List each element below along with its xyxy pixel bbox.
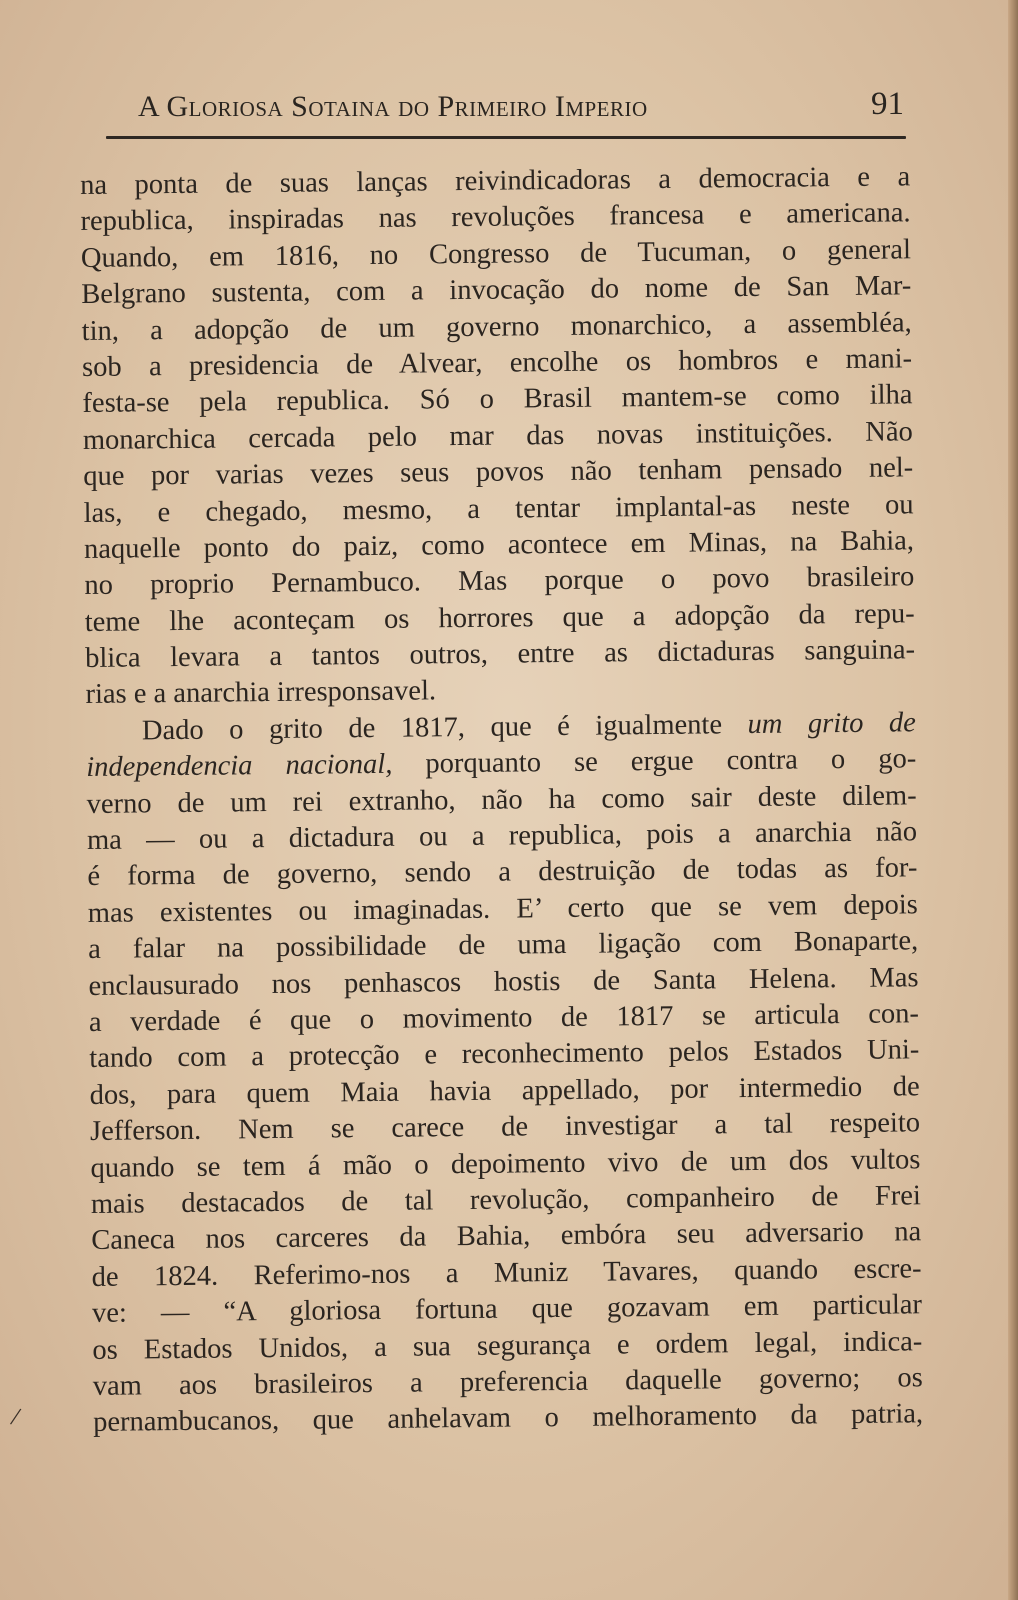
text-line: tin, a adopção de um governo monarchico, a assembléa, (81, 306, 912, 347)
page-edge (1008, 0, 1018, 1600)
text-line: monarchica cercada pelo mar das novas instituições. Não (82, 416, 913, 456)
text-line: Caneca nos carceres da Bahia, embóra seu adversario na (91, 1216, 922, 1257)
text-line: a falar na possibilidade de uma ligação com Bonaparte, (88, 925, 919, 966)
text-line: ma — ou a dictadura ou a republica, pois a anarchia não (86, 816, 918, 856)
text-line: no proprio Pernambuco. Mas porque o povo brasileiro (84, 561, 915, 602)
text-line: rias e a anarchia irresponsavel. (85, 675, 437, 711)
text-line: ve: — “A gloriosa fortuna que gozavam em particular (91, 1289, 923, 1330)
text-line: dos, para quem Maia havia appellado, por intermedio de (89, 1071, 920, 1111)
body-text (80, 159, 923, 1441)
text-line: Jefferson. Nem se carece de investigar a tal respeito (89, 1107, 921, 1148)
text-line: Quando, em 1816, no Congresso de Tucuman, o general (80, 234, 912, 274)
text-line: tando com a protecção e reconhecimento pelos Estados Uni- (89, 1034, 920, 1075)
text-line: naquelle ponto do paiz, como acontece em Minas, na Bahia, (83, 525, 915, 565)
text-line: pernambucanos, que anhelavam o melhoramento da patria, (92, 1398, 924, 1439)
text-line: Belgrano sustenta, com a invocação do nome de San Mar- (81, 270, 912, 311)
italic-phrase: um grito de (747, 707, 917, 740)
text-line: é forma de governo, sendo a destruição de todas as for- (87, 852, 918, 893)
text-line: blica levara a tantos outros, entre as dictaduras sanguina- (84, 634, 916, 675)
text-line: vam aos brasileiros a preferencia daquelle governo; os (92, 1362, 923, 1402)
text-line: a verdade é que o movimento de 1817 se articula con- (88, 998, 920, 1038)
text-line: na ponta de suas lanças reivindicadoras a democracia e a (80, 161, 911, 201)
text-run: Dado o grito de 1817, que é igualmente (141, 708, 748, 747)
pencil-margin-mark: / (8, 1401, 23, 1432)
text-run: porquanto se ergue contra o go- (392, 743, 917, 781)
text-line: quando se tem á mão o depoimento vivo de um dos vultos (90, 1143, 921, 1184)
text-line: mas existentes ou imaginadas. E’ certo que se vem depois (87, 889, 918, 929)
text-line: enclausurado nos penhascos hostis de Santa Helena. Mas (88, 961, 919, 1002)
text-line: verno de um rei extranho, não ha como sair deste dilem- (86, 779, 917, 820)
text-line: teme lhe aconteçam os horrores que a adopção da repu- (84, 597, 915, 638)
text-line: de 1824. Referimo-nos a Muniz Tavares, quando escre- (91, 1252, 922, 1293)
running-title: A Gloriosa Sotaina do Primeiro Imperio (138, 90, 648, 123)
text-line: republica, inspiradas nas revoluções francesa e americana. (80, 197, 911, 238)
text-line: os Estados Unidos, a sua segurança e ordem legal, indica- (92, 1325, 923, 1366)
page-number: 91 (871, 86, 904, 122)
running-head (108, 86, 908, 136)
text-line: festa-se pela republica. Só o Brasil mantem-se como ilha (82, 379, 913, 420)
italic-phrase: independencia nacional, (86, 749, 393, 784)
text-line: mais destacados de tal revolução, companheiro de Frei (90, 1180, 921, 1220)
header-rule (106, 136, 906, 139)
text-line: las, e chegado, mesmo, a tentar implantal-as neste ou (83, 488, 914, 529)
text-line: sob a presidencia de Alvear, encolhe os hombros e mani- (81, 343, 913, 383)
text-line: que por varias vezes seus povos não tenham pensado nel- (83, 452, 914, 493)
